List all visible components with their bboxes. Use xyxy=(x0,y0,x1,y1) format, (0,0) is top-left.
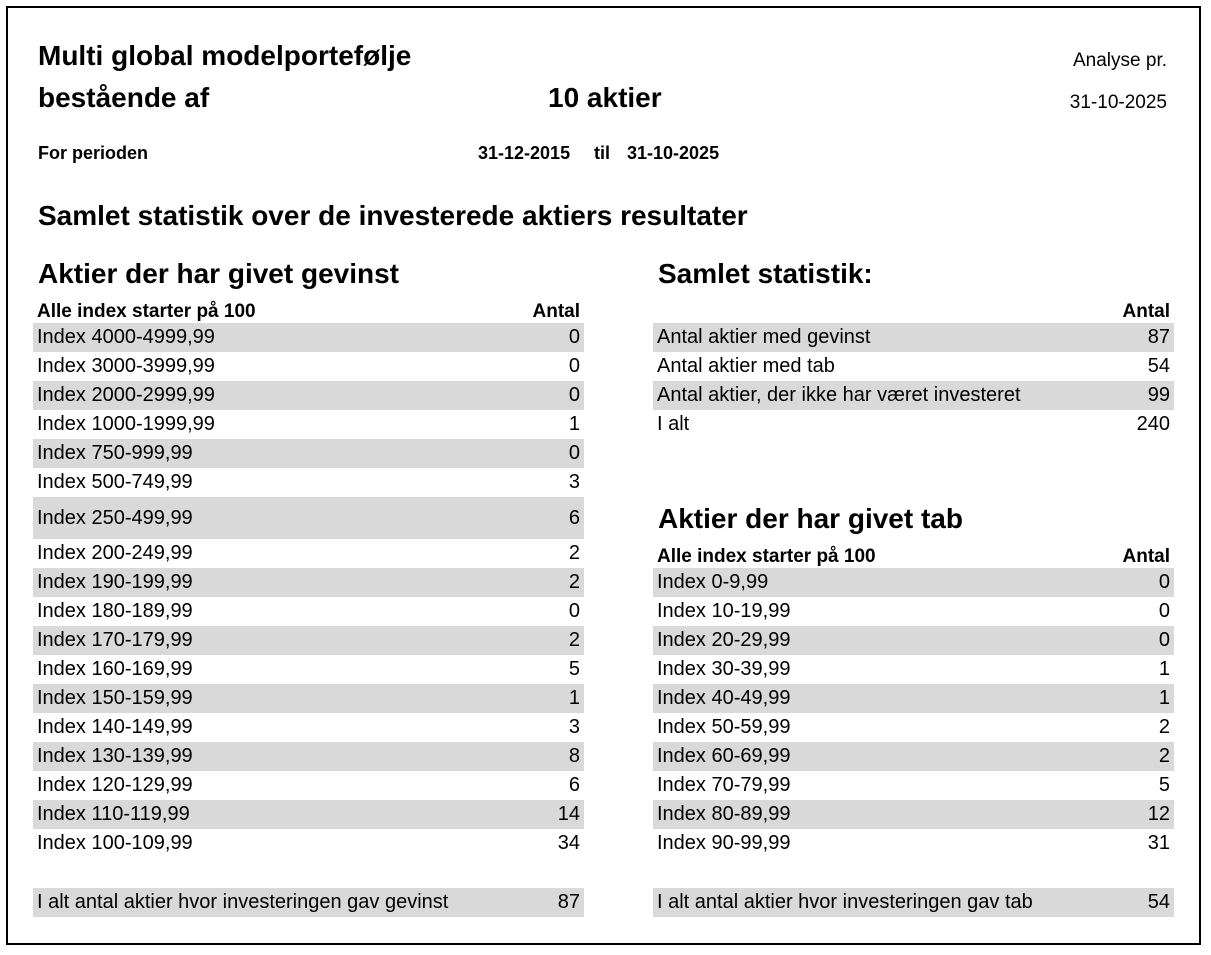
summary-rows xyxy=(653,323,1174,439)
gains-table-header xyxy=(33,297,584,323)
row-label: Index 60-69,99 xyxy=(657,745,791,767)
row-value: 1 xyxy=(1158,658,1170,680)
analysis-label: Analyse pr. xyxy=(1073,50,1167,71)
losses-total xyxy=(653,888,1174,917)
gains-total-row xyxy=(33,888,584,917)
gains-rows xyxy=(33,323,584,858)
table-row xyxy=(33,829,584,858)
row-label: Index 750-999,99 xyxy=(37,442,193,464)
row-value: 2 xyxy=(568,629,580,651)
row-label: Index 2000-2999,99 xyxy=(37,384,215,406)
row-value: 0 xyxy=(1158,571,1170,593)
row-label: Index 250-499,99 xyxy=(37,506,193,529)
row-label: Index 180-189,99 xyxy=(37,600,193,622)
table-row xyxy=(33,539,584,568)
row-value: 5 xyxy=(1158,774,1170,796)
gains-total-value: 87 xyxy=(557,891,580,913)
row-value: 87 xyxy=(1147,326,1170,348)
table-row xyxy=(33,771,584,800)
row-value: 0 xyxy=(1158,629,1170,651)
row-label: Index 10-19,99 xyxy=(657,600,791,622)
table-row xyxy=(33,713,584,742)
row-value: 0 xyxy=(568,384,580,406)
row-label: Antal aktier med gevinst xyxy=(657,326,871,348)
table-row xyxy=(33,597,584,626)
period-label: For perioden xyxy=(38,143,149,163)
table-row xyxy=(653,352,1174,381)
table-row xyxy=(653,626,1174,655)
row-label: Index 120-129,99 xyxy=(37,774,193,796)
table-row xyxy=(653,684,1174,713)
table-row xyxy=(653,410,1174,439)
table-row xyxy=(653,713,1174,742)
row-value: 2 xyxy=(568,542,580,564)
table-row xyxy=(33,439,584,468)
row-label: Index 90-99,99 xyxy=(657,832,791,854)
period-start: 31-12-2015 xyxy=(478,143,571,163)
row-value: 240 xyxy=(1136,413,1170,435)
summary-col-count: Antal xyxy=(1122,301,1170,322)
row-value: 1 xyxy=(1158,687,1170,709)
table-row xyxy=(33,742,584,771)
row-label: Index 70-79,99 xyxy=(657,774,791,796)
summary-table-header xyxy=(653,297,1174,323)
row-label: Index 100-109,99 xyxy=(37,832,193,854)
table-row xyxy=(33,468,584,497)
row-value: 99 xyxy=(1147,384,1170,406)
row-value: 1 xyxy=(568,687,580,709)
gains-total xyxy=(33,888,584,917)
row-value: 5 xyxy=(568,658,580,680)
table-row xyxy=(33,410,584,439)
summary-heading: Samlet statistik: xyxy=(658,258,873,289)
losses-heading: Aktier der har givet tab xyxy=(658,503,963,534)
gains-col-count: Antal xyxy=(532,301,580,322)
losses-col-label: Alle index starter på 100 xyxy=(657,546,876,567)
losses-col-count: Antal xyxy=(1122,546,1170,567)
row-label: Index 3000-3999,99 xyxy=(37,355,215,377)
table-row xyxy=(33,568,584,597)
gains-col-label: Alle index starter på 100 xyxy=(37,301,256,322)
table-row xyxy=(653,323,1174,352)
report-title: Multi global modelportefølje xyxy=(38,40,412,71)
row-value: 2 xyxy=(568,571,580,593)
row-label: Index 140-149,99 xyxy=(37,716,193,738)
table-row xyxy=(653,771,1174,800)
table-row xyxy=(653,742,1174,771)
row-value: 6 xyxy=(568,506,580,529)
row-label: Antal aktier med tab xyxy=(657,355,835,377)
row-label: Index 40-49,99 xyxy=(657,687,791,709)
table-row xyxy=(33,684,584,713)
table-row xyxy=(653,597,1174,626)
row-label: Index 150-159,99 xyxy=(37,687,193,709)
row-value: 2 xyxy=(1158,716,1170,738)
main-heading: Samlet statistik over de investerede aktiers resultater xyxy=(38,200,748,231)
gains-heading: Aktier der har givet gevinst xyxy=(38,258,400,289)
table-row xyxy=(33,655,584,684)
table-row xyxy=(33,323,584,352)
row-value: 0 xyxy=(1158,600,1170,622)
table-row xyxy=(653,655,1174,684)
losses-total-label: I alt antal aktier hvor investeringen gav tab xyxy=(657,891,1033,913)
table-row xyxy=(33,381,584,410)
row-value: 54 xyxy=(1147,355,1170,377)
table-row xyxy=(653,829,1174,858)
table-row xyxy=(653,800,1174,829)
row-value: 14 xyxy=(557,803,580,825)
row-value: 0 xyxy=(568,442,580,464)
table-row xyxy=(33,352,584,381)
losses-table xyxy=(653,542,1174,858)
table-row xyxy=(653,381,1174,410)
stock-count: 10 aktier xyxy=(548,82,662,113)
row-label: Index 190-199,99 xyxy=(37,571,193,593)
table-row xyxy=(33,800,584,829)
row-label: Index 110-119,99 xyxy=(37,803,190,825)
table-row xyxy=(33,626,584,655)
table-row xyxy=(653,568,1174,597)
row-value: 6 xyxy=(568,774,580,796)
summary-table xyxy=(653,297,1174,439)
row-label: Index 200-249,99 xyxy=(37,542,193,564)
row-label: Antal aktier, der ikke har været investeret xyxy=(657,384,1021,406)
row-label: Index 1000-1999,99 xyxy=(37,413,215,435)
row-value: 1 xyxy=(568,413,580,435)
losses-table-header xyxy=(653,542,1174,568)
row-label: Index 30-39,99 xyxy=(657,658,791,680)
row-label: Index 4000-4999,99 xyxy=(37,326,215,348)
row-value: 34 xyxy=(557,832,580,854)
table-row xyxy=(33,497,584,539)
gains-table xyxy=(33,297,584,858)
row-value: 12 xyxy=(1147,803,1170,825)
row-label: Index 0-9,99 xyxy=(657,571,769,593)
analysis-date: 31-10-2025 xyxy=(1069,92,1167,113)
losses-total-value: 54 xyxy=(1147,891,1170,913)
row-value: 0 xyxy=(568,355,580,377)
row-value: 31 xyxy=(1147,832,1170,854)
row-value: 3 xyxy=(568,471,580,493)
row-value: 0 xyxy=(568,600,580,622)
row-value: 2 xyxy=(1158,745,1170,767)
period-end: 31-10-2025 xyxy=(627,143,720,163)
row-label: Index 20-29,99 xyxy=(657,629,791,651)
row-label: I alt xyxy=(657,413,690,435)
row-label: Index 80-89,99 xyxy=(657,803,791,825)
row-label: Index 130-139,99 xyxy=(37,745,193,767)
gains-total-label: I alt antal aktier hvor investeringen gav gevinst xyxy=(37,891,449,913)
row-label: Index 500-749,99 xyxy=(37,471,193,493)
report-subtitle: bestående af xyxy=(38,82,210,113)
row-value: 0 xyxy=(568,326,580,348)
losses-total-row xyxy=(653,888,1174,917)
row-value: 3 xyxy=(568,716,580,738)
losses-rows xyxy=(653,568,1174,858)
row-label: Index 50-59,99 xyxy=(657,716,791,738)
row-label: Index 170-179,99 xyxy=(37,629,193,651)
row-value: 8 xyxy=(568,745,580,767)
period-separator: til xyxy=(594,143,610,163)
row-label: Index 160-169,99 xyxy=(37,658,193,680)
